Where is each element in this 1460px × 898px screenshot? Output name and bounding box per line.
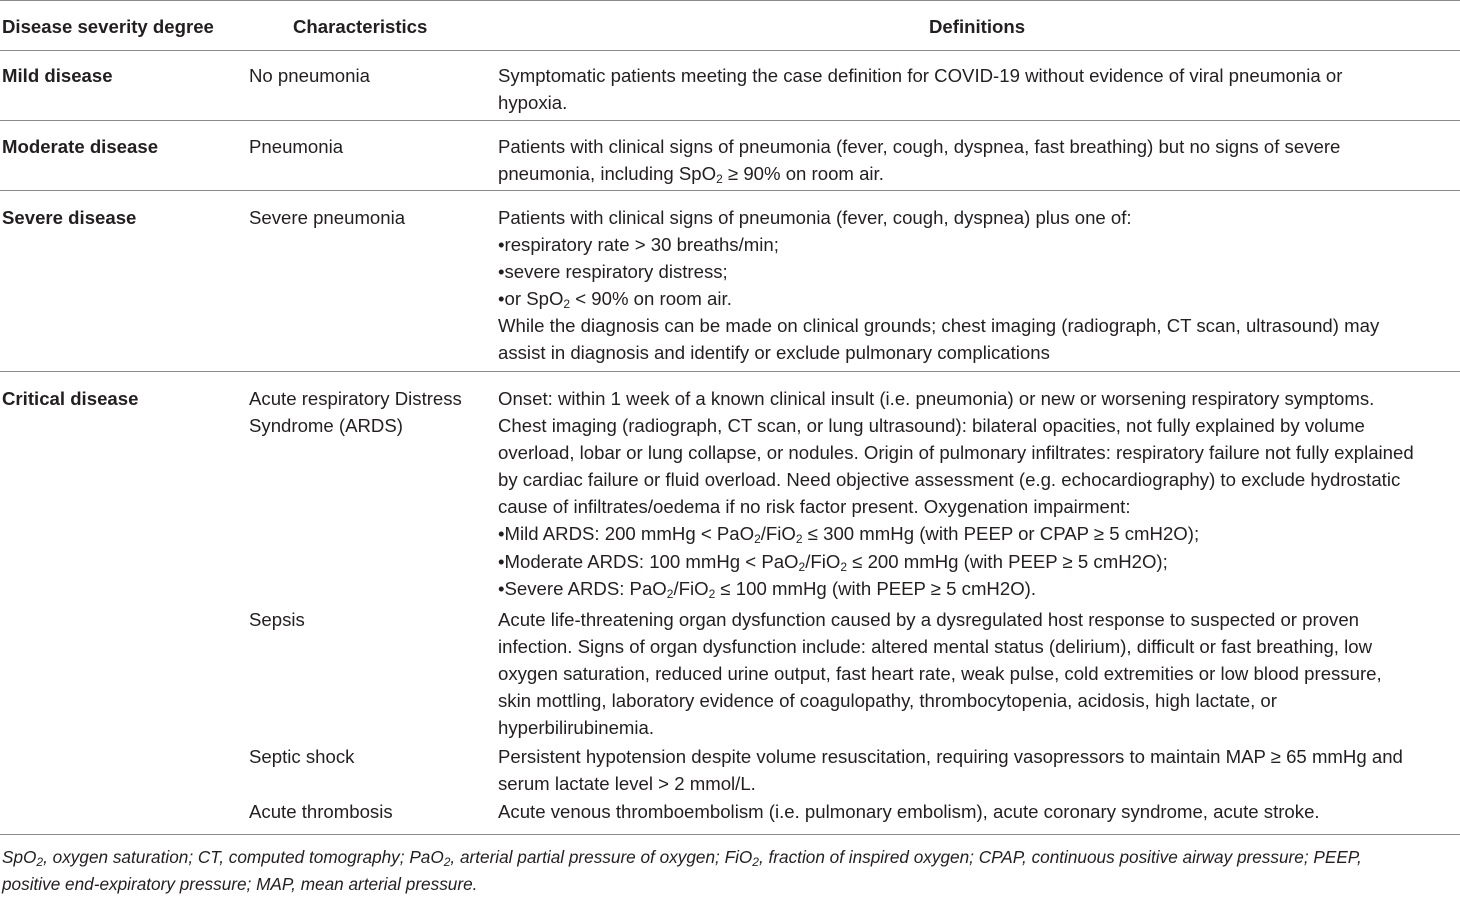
definition-line: pneumonia, including SpO$_2$ ≥ 90% on room air. [498, 163, 884, 187]
definition-line: oxygen saturation, reduced urine output, fast heart rate, weak pulse, cold extremities or low blood pressure, [498, 663, 1382, 685]
severity-cell: Mild disease [2, 65, 113, 86]
characteristic-cell: Pneumonia [249, 136, 344, 157]
definition-line: Onset: within 1 week of a known clinical insult (i.e. pneumonia) or new or worsening respiratory symptoms. [498, 388, 1375, 409]
definition-cell [498, 204, 1379, 367]
definition-line: •respiratory rate > 30 breaths/min; [498, 234, 779, 256]
footnote-line: positive end-expiratory pressure; MAP, mean arterial pressure. [2, 874, 478, 894]
definition-cell-septic-shock [498, 743, 1403, 797]
definition-line: serum lactate level > 2 mmol/L. [498, 773, 756, 795]
footnote-line: SpO$_2$, oxygen saturation; CT, computed tomography; PaO$_2$, arterial partial pressure of oxygen; FiO$_2$, fraction of inspired oxygen; CPAP, continuous positive airway pressure; PEEP, [2, 847, 1362, 869]
characteristic-cell-sepsis: Sepsis [249, 609, 305, 630]
table-bottom-rule [0, 834, 1460, 835]
definition-line: infection. Signs of organ dysfunction include: altered mental status (delirium), difficult or fast breathing, low [498, 636, 1373, 658]
header-severity: Disease severity degree [2, 16, 214, 37]
table-footnote [2, 844, 1362, 898]
characteristic-cell-thrombosis: Acute thrombosis [249, 801, 393, 822]
definition-line: skin mottling, laboratory evidence of coagulopathy, thrombocytopenia, acidosis, high lactate, or [498, 690, 1277, 712]
definition-line: by cardiac failure or fluid overload. Need objective assessment (e.g. echocardiography) to exclude hydrostatic [498, 469, 1401, 491]
header-characteristics: Characteristics [293, 16, 428, 37]
definition-line: Acute venous thromboembolism (i.e. pulmonary embolism), acute coronary syndrome, acute stroke. [498, 801, 1320, 822]
definition-line: overload, lobar or lung collapse, or nodules. Origin of pulmonary infiltrates: respiratory failure not fully explained [498, 442, 1414, 464]
definition-line: Persistent hypotension despite volume resuscitation, requiring vasopressors to maintain MAP ≥ 65 mmHg and [498, 746, 1403, 767]
definition-line: •Severe ARDS: PaO$_2$/FiO$_2$ ≤ 100 mmHg (with PEEP ≥ 5 cmH2O). [498, 577, 1037, 601]
definition-cell-thrombosis [498, 798, 1320, 825]
characteristic-cell-ards [249, 385, 462, 439]
definition-cell [498, 62, 1342, 116]
definition-line: •or SpO$_2$ < 90% on room air. [498, 288, 732, 312]
definition-line: While the diagnosis can be made on clinical grounds; chest imaging (radiograph, CT scan, ultrasound) may [498, 315, 1380, 337]
table-top-rule [0, 0, 1460, 1]
definition-line: •Moderate ARDS: 100 mmHg < PaO$_2$/FiO$_2$ ≤ 200 mmHg (with PEEP ≥ 5 cmH2O); [498, 550, 1168, 574]
definition-line: hypoxia. [498, 92, 568, 114]
definition-line: assist in diagnosis and identify or exclude pulmonary complications [498, 342, 1050, 364]
characteristic-cell-septic-shock: Septic shock [249, 746, 355, 767]
definition-line: Symptomatic patients meeting the case definition for COVID-19 without evidence of viral pneumonia or [498, 65, 1343, 86]
definition-line: Chest imaging (radiograph, CT scan, or lung ultrasound): bilateral opacities, not fully explained by volume [498, 415, 1365, 437]
definition-cell-ards [498, 385, 1414, 602]
characteristic-line: Syndrome (ARDS) [249, 415, 403, 437]
header-definitions: Definitions [929, 16, 1026, 37]
characteristic-cell: No pneumonia [249, 65, 370, 86]
definition-line: Patients with clinical signs of pneumonia (fever, cough, dyspnea, fast breathing) but no signs of severe [498, 136, 1341, 157]
characteristic-cell: Severe pneumonia [249, 207, 406, 228]
definition-line: Acute life-threatening organ dysfunction caused by a dysregulated host response to suspected or proven [498, 609, 1360, 630]
definition-line: Patients with clinical signs of pneumonia (fever, cough, dyspnea) plus one of: [498, 207, 1132, 228]
definition-line: hyperbilirubinemia. [498, 717, 655, 739]
row-divider-severe [0, 371, 1460, 372]
definition-line: cause of infiltrates/oedema if no risk factor present. Oxygenation impairment: [498, 496, 1131, 518]
row-divider-moderate [0, 190, 1460, 191]
severity-cell: Moderate disease [2, 136, 159, 157]
definition-cell [498, 133, 1340, 187]
definition-line: •Mild ARDS: 200 mmHg < PaO$_2$/FiO$_2$ ≤ 300 mmHg (with PEEP or CPAP ≥ 5 cmH2O); [498, 523, 1200, 547]
row-divider-mild [0, 120, 1460, 121]
severity-cell: Severe disease [2, 207, 137, 228]
severity-cell: Critical disease [2, 388, 139, 409]
definition-cell-sepsis [498, 606, 1382, 741]
definition-line: •severe respiratory distress; [498, 261, 728, 283]
characteristic-line: Acute respiratory Distress [249, 388, 462, 409]
header-rule [0, 50, 1460, 51]
